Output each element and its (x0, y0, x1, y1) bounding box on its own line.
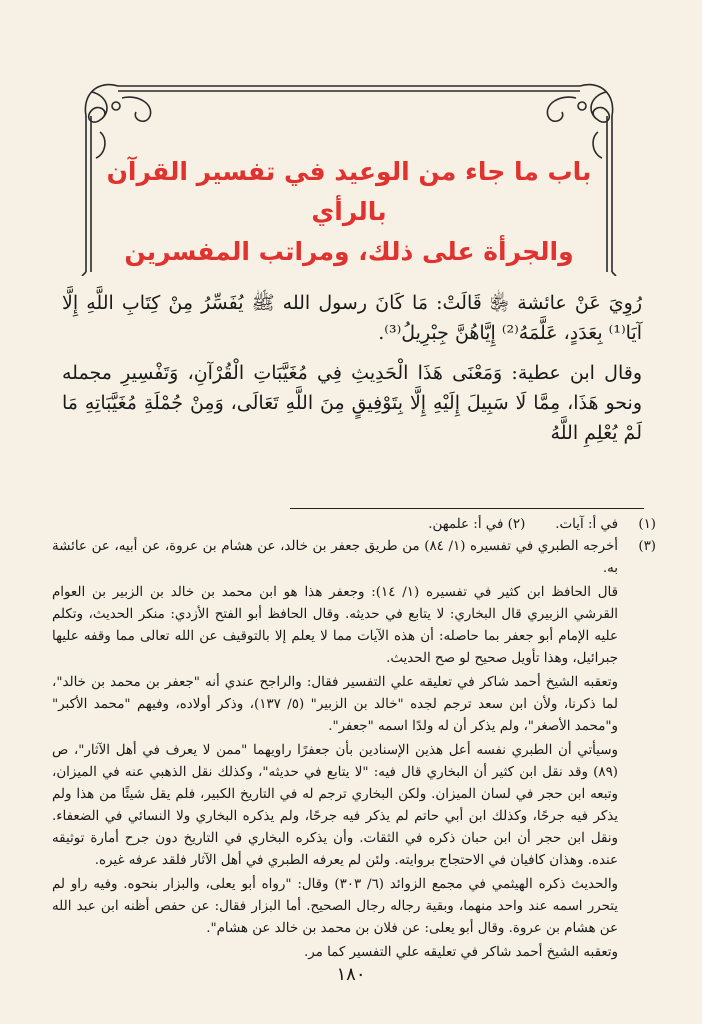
footnote-row (52, 514, 656, 536)
footnote-commentary-closing: وتعقبه الشيخ أحمد شاكر في تعليقه علي التفسير كما مر. (304, 945, 618, 960)
footnote-commentary-haythami: والحديث ذكره الهيثمي في مجمع الزوائد (٦/ ٣٠٣) وقال: "رواه أبو يعلى، والبزار بنحوه. وفيه راو لم يتحرر اسمه عند واحد منهما، وبقية رجاله رجال الصحيح. أما البزار فقال: عن حفص أظنه ابن عبد الله عن هشام بن عروة. وقال أبو يعلى: عن فلان بن محمد بن خالد عن هشام". (52, 877, 619, 936)
main-text (62, 288, 642, 458)
footnote-separator (290, 508, 644, 509)
chapter-title-line-1: باب ما جاء من الوعيد في تفسير القرآن بالرأي (106, 157, 592, 226)
footnote-text: أخرجه الطبري في تفسيره (١/ ٨٤) من طريق جعفر بن خالد، عن هشام بن عروة، عن أبيه، عن عائشة به. (52, 539, 618, 576)
footnote-commentary-tabari: وسيأتي أن الطبري نفسه أعل هذين الإسنادين بأن جعفرًا راويهما "ممن لا يعرف في أهل الآثار"، ص (٨٩) وقد نقل ابن كثير أن البخاري قال فيه: "لا يتابع في حديثه"، وكذلك نقل الذهبي عنه في الميزان، وتبعه ابن حجر في لسان الميزان. ولكن البخاري ترجم له في التاريخ الكبير، فلم يقل شيئًا من هذا ولم يذكر فيه جرحًا، وكذلك ابن أبي حاتم لم يذكر فيه جرحًا، ولم يذكره البخاري ولا النسائي في الضعفاء. ونقل ابن حجر أن ابن حبان ذكره في الثقات. وأن يذكره البخاري في التاريخ دون جرح أمارة توثيقه عنده. وهذان كافيان في الاحتجاج بروايته. ولئن لم يعرفه الطبري في أهل الآثار فلقد عرفه غيره. (52, 743, 618, 868)
footnote-number: (٢) (507, 517, 526, 532)
footnote-number: (٣) (638, 539, 656, 554)
footnote-commentary-ibn-kathir: قال الحافظ ابن كثير في تفسيره (١/ ١٤): وجعفر هذا هو ابن محمد بن خالد بن الزبير بن العوام القرشي الزبيري قال البخاري: لا يتابع في حديثه. وقال الحافظ أبو الفتح الأزدي: منكر الحديث، وتكلم عليه الإمام أبو جعفر بما حاصله: أن هذه الآيات مما لا يعلم إلا بالتوقيف عن الله تعالى مما وقفه عليها جبرائيل، وهذا تأويل صحيح لو صح الحديث. (52, 585, 618, 666)
footnote-commentary-shakir: وتعقبه الشيخ أحمد شاكر في تعليقه علي التفسير فقال: والراجح عندي أنه "جعفر بن محمد بن خالد"، لما ذكرنا، ولأن ابن سعد ترجم لجده "خالد بن الزبير" (٥/ ١٣٧)، وذكر أولاده، وفيهم "محمد الأكبر" و"محمد الأصغر"، ولم يذكر أن له ولدًا اسمه "جعفر". (52, 675, 618, 734)
footnotes (52, 514, 656, 964)
chapter-title-line-2: والجرأة على ذلك، ومراتب المفسرين (124, 237, 574, 266)
footnote-pair (52, 514, 618, 536)
ibn-atiyya-paragraph: وقال ابن عطية: وَمَعْنَى هَذَا الْحَدِيثِ فِي مُغَيَّبَاتِ الْقُرْآنِ، وَتَفْسِيرِ مجمله ونحو هَذَا، مِمَّا لَا سَبِيلَ إِلَيْهِ إِلَّا بِتَوْفِيقٍ مِنَ اللَّهِ تَعَالَى، وَمِنْ جُمْلَةِ مُغَيَّبَاتِهِ مَا لَمْ يُعْلِمِ اللَّهُ (62, 362, 642, 444)
footnote-number: (١) (638, 517, 656, 532)
hadith-paragraph: رُوِيَ عَنْ عائشة ﵂ قَالَتْ: مَا كَانَ رسول الله ﷺ يُفَسِّرُ مِنْ كِتَابِ اللَّهِ إِلَّا آيَا⁽¹⁾ بِعَدَدٍ، عَلَّمَهُ⁽²⁾ إِيَّاهُنَّ جِبْرِيلُ⁽³⁾. (62, 292, 642, 344)
footnote-text: في أ: آيات. (555, 517, 618, 532)
page-number: ١٨٠ (336, 964, 366, 985)
chapter-title (94, 152, 604, 272)
footnote-row (52, 536, 656, 580)
footnote-text: في أ: علمهن. (428, 517, 504, 532)
